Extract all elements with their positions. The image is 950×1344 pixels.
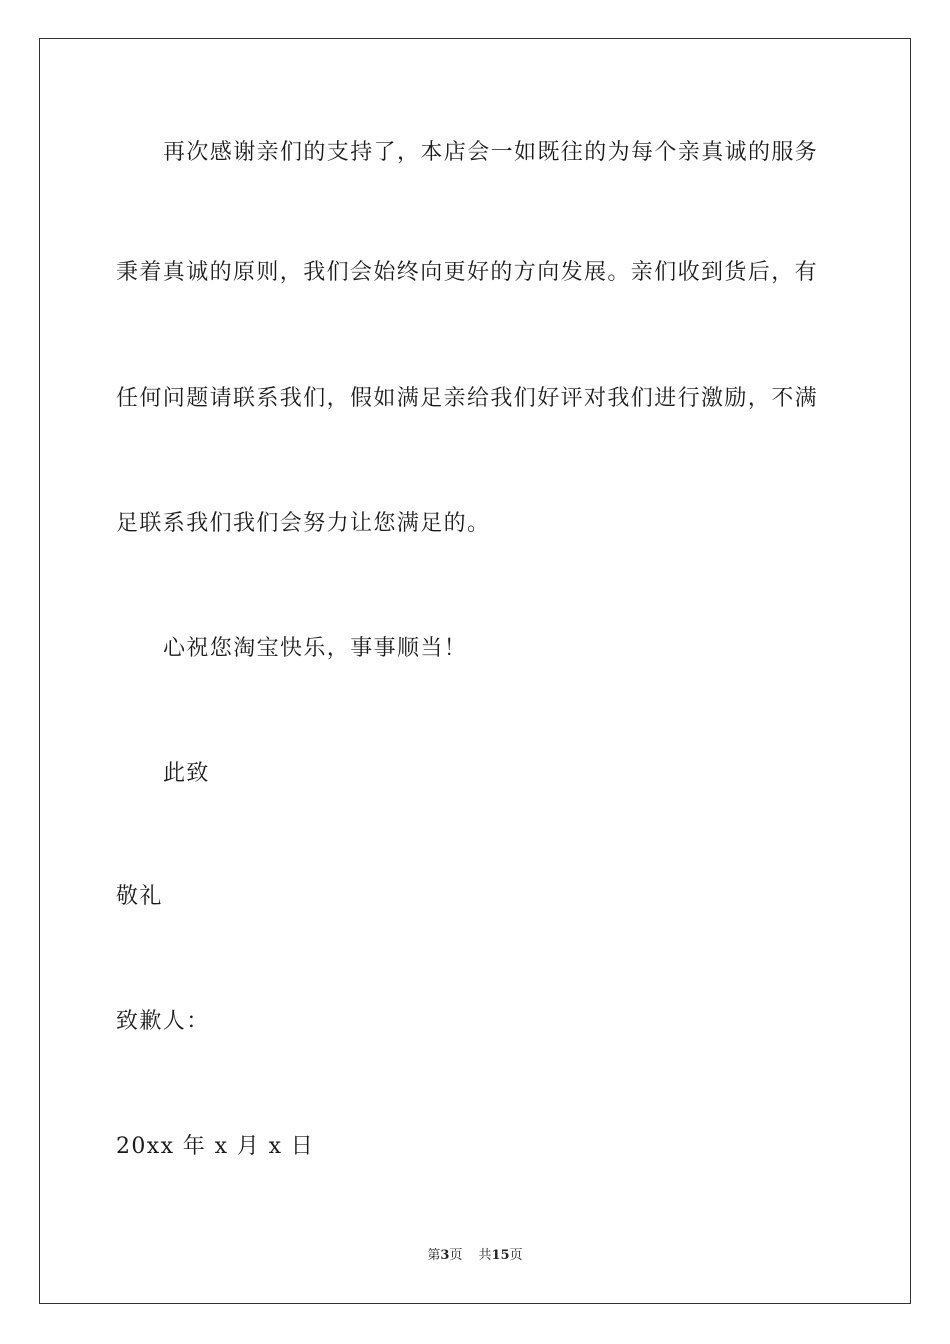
page-prefix: 第 [427,1248,441,1263]
paragraph-thanks-line-3: 任何问题请联系我们，假如满足亲给我们好评对我们进行激励，不满 [116,386,819,411]
closing-regards: 敬礼 [116,884,163,909]
page-border [39,38,911,1304]
total-suffix: 页 [509,1248,523,1263]
page-footer [0,1248,950,1264]
total-pages: 15 [491,1248,510,1263]
signature-date: 20xx 年 x 月 x 日 [116,1134,315,1159]
paragraph-thanks-line-1: 再次感谢亲们的支持了，本店会一如既往的为每个亲真诚的服务 [163,140,819,165]
signature-label: 致歉人： [116,1009,210,1034]
paragraph-thanks-line-4: 足联系我们我们会努力让您满足的。 [116,511,491,536]
blessing-line: 心祝您淘宝快乐，事事顺当！ [163,636,468,661]
page-suffix: 页 [449,1248,463,1263]
closing-salutation: 此致 [163,761,210,786]
paragraph-thanks-line-2: 秉着真诚的原则，我们会始终向更好的方向发展。亲们收到货后，有 [116,260,819,285]
page-number: 3 [440,1248,450,1263]
total-prefix: 共 [478,1248,492,1263]
